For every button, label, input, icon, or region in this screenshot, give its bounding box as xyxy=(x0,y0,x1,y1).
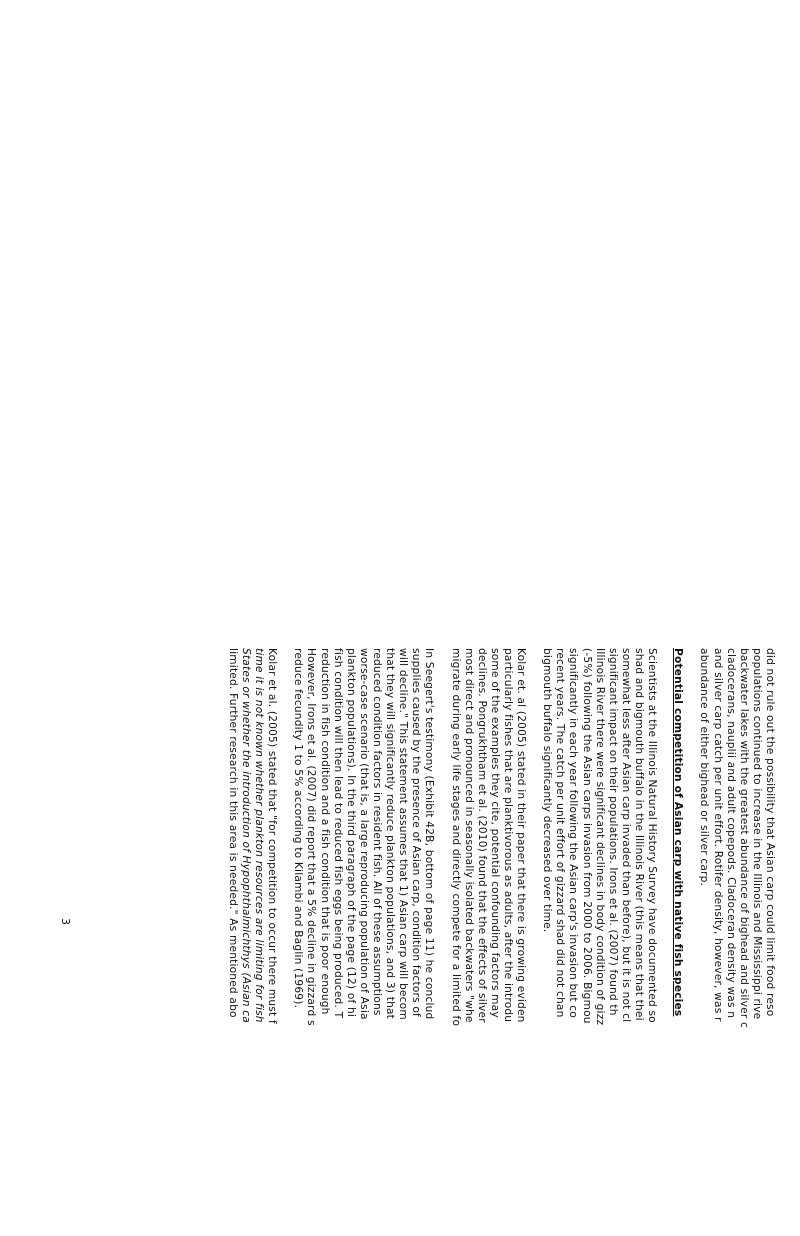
text-line: In Seegert's testimony (Exhibit 42B, bottom of page 11) he conclud xyxy=(423,648,436,1020)
text-line: and silver carp catch per unit effort. Rotifer density, however, was r xyxy=(711,648,724,1022)
text-line: plankton populations). In the third paragraph of the page (12) of hi xyxy=(344,648,357,1018)
document-body xyxy=(0,618,800,1236)
rotated-document-page xyxy=(0,618,800,1236)
text-line: backwater lakes with the greatest abundance of bighead and silver c xyxy=(737,648,750,1028)
text-line: cladocerans, nauplii and adult copepods. Cladoceran density was n xyxy=(724,648,737,1019)
text-line: reduction in fish condition and a fish condition that is poor enough xyxy=(318,648,331,1015)
text-line: declines. Pongrukhtham et al. (2010) found that the effects of silver xyxy=(475,648,488,1023)
text-line: bigmouth buffalo significantly decreased over time. xyxy=(541,648,554,933)
text-line: that they will significantly reduce plankton populations, and 3) that xyxy=(384,648,397,1020)
text-line: Kolar et. al (2005) stated in their paper that there is growing eviden xyxy=(515,648,528,1023)
text-line: abundance of either bighead or silver carp. xyxy=(698,648,711,887)
text-line: did not rule out the possibility that Asian carp could limit food reso xyxy=(764,648,776,1017)
text-line: However, Irons et al. (2007) did report that a 5% decline in gizzard s xyxy=(305,648,318,1026)
text-line: Kolar et al. (2005) stated that "for competition to occur there must f xyxy=(266,648,279,1024)
text-line: Scientists at the Illinois Natural History Survey have documented so xyxy=(646,648,659,1023)
text-line: reduce fecundity 1 to 5% according to Kilambi and Baglin (1969). xyxy=(292,648,305,1009)
text-line: time it is not known whether plankton resources are limiting for fish xyxy=(253,648,266,1023)
text-line: supplies caused by the presence of Asian carp, condition factors of xyxy=(410,648,423,1017)
text-line: populations continued to increase in the Illinois and Mississippi rive xyxy=(750,648,763,1020)
section-heading: Potential competition of Asian carp with native fish species xyxy=(672,648,685,1017)
text-line: Illinois River there were significant declines in body condition of gizz xyxy=(593,648,606,1026)
text-line: States or whether the introduction of Hypophthalmichthys (Asian ca xyxy=(240,648,252,1023)
text-line: fish condition will then lead to reduced fish eggs being produced. T xyxy=(331,648,344,1019)
page-number: 3 xyxy=(59,918,72,925)
text-line: (-5%) following the Asian carps invasion from 2000 to 2006. Bigmou xyxy=(580,648,593,1024)
text-line: reduced condition factors in resident fish. All of these assumptions xyxy=(371,648,383,1016)
text-line: worse-case scenario (that is, a large reproducing population of Asia xyxy=(357,648,370,1020)
text-line: some of the examples they cite, potential confounding factors may xyxy=(488,648,501,1018)
text-line: significantly in each year following the Asian carp's invasion but co xyxy=(567,648,580,1018)
text-line: most direct and pronounced in seasonally isolated backwaters "whe xyxy=(462,648,475,1023)
text-line: will decline." This statement assumes that 1) Asian carp will becom xyxy=(397,648,410,1020)
text-line: significant impact on their populations. Irons et al. (2007) found th xyxy=(606,648,619,1016)
text-line: recent years. The catch per unit effort of gizzard shad did not chan xyxy=(554,648,567,1018)
text-line: particularly fishes that are planktivorous as adults, after the introdu xyxy=(502,648,514,1023)
text-line: migrate during early life stages and directly compete for a limited fo xyxy=(449,648,462,1027)
text-line: somewhat less after Asian carp invaded than before), but it is not cl xyxy=(619,648,632,1023)
text-line: limited. Further research in this area is needed." As mentioned abo xyxy=(226,648,239,1018)
text-line: shad and bigmouth buffalo in the Illinois River (this means that thei xyxy=(633,648,645,1021)
